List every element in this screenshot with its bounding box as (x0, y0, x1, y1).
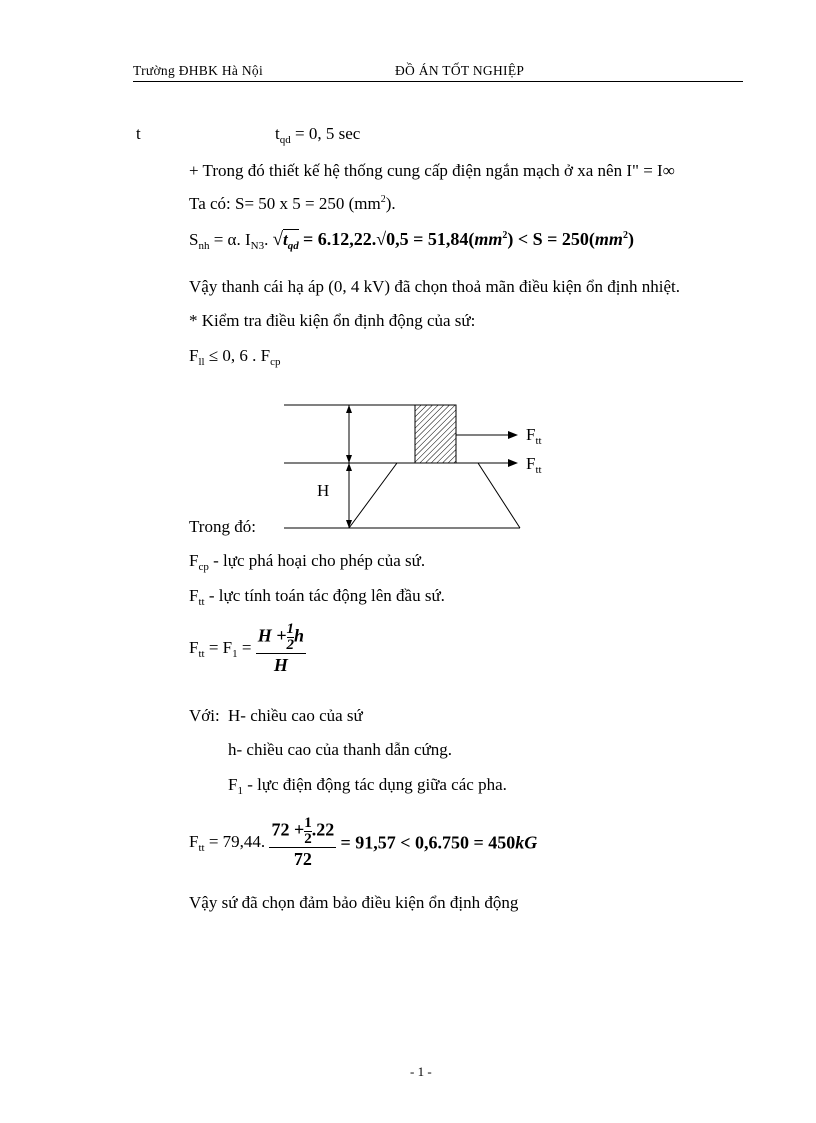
conclusion: Vậy sứ đã chọn đảm bảo điều kiện ổn định động (189, 893, 519, 912)
label-H: H (317, 481, 330, 500)
label-ftt-top: $F_{tt}$ (526, 425, 542, 447)
voi-f1: $F_1$ - lực điện động tác dụng giữa các pha. (228, 775, 507, 797)
page-number: - 1 - (410, 1064, 432, 1079)
label-trong-do: Trong đó: (189, 517, 256, 536)
snh-equation: $S_{nh} = \alpha$. $I_{N3}$. $√t_{qd} = 6.12,22.√0,5 = 51,84(mm^2) < S = 250(mm^2)$ (189, 229, 634, 252)
ftt-definition: $F_{tt}$ - lực tính toán tác động lên đầu sứ. (189, 586, 445, 608)
voi-label: Với: (189, 706, 220, 725)
paragraph-short-circuit: + Trong đó thiết kế hệ thống cung cấp điện ngắn mạch ở xa nên I" = I∞ (189, 161, 675, 180)
voi-h: h- chiều cao của thanh dẫn cứng. (228, 740, 452, 759)
paragraph-thermal-ok: Vậy thanh cái hạ áp (0, 4 kV) đã chọn thoả mãn điều kiện ổn định nhiệt. (189, 277, 680, 296)
voi-H: H- chiều cao của sứ (228, 706, 363, 725)
insulator-diagram (0, 0, 816, 560)
insulator-outline (349, 463, 520, 528)
ftt-formula: $F_{tt} = F_1$ = H + $\frac{1}{2}$ h H (189, 621, 305, 675)
label-ftt-bottom: $F_{tt}$ (526, 454, 542, 476)
force-condition: $F_{ll} \le 0$, 6 . $F_{cp}$ (189, 346, 281, 368)
header-school: Trường ĐHBK Hà Nội (133, 63, 263, 78)
fcp-definition: $F_{cp}$ - lực phá hoại cho phép của sứ. (189, 551, 426, 573)
tqd-equation: $t_{qd} = 0$, 5 sec (275, 124, 361, 146)
paragraph-dynamic-check: * Kiểm tra điều kiện ổn định động của sứ: (189, 311, 476, 330)
var-t: t (136, 124, 141, 143)
area-equation: Ta có: S= 50 x 5 = 250 $(mm^2)$. (189, 194, 396, 213)
header-title: ĐỒ ÁN TỐT NGHIỆP (395, 63, 525, 78)
busbar-section (415, 405, 456, 463)
ftt-numeric-formula: $F_{tt} = 79,44$. 72 + $\frac{1}{2}$ .22 72 = 91,57 < 0,6.750 = 450kG (189, 815, 538, 869)
